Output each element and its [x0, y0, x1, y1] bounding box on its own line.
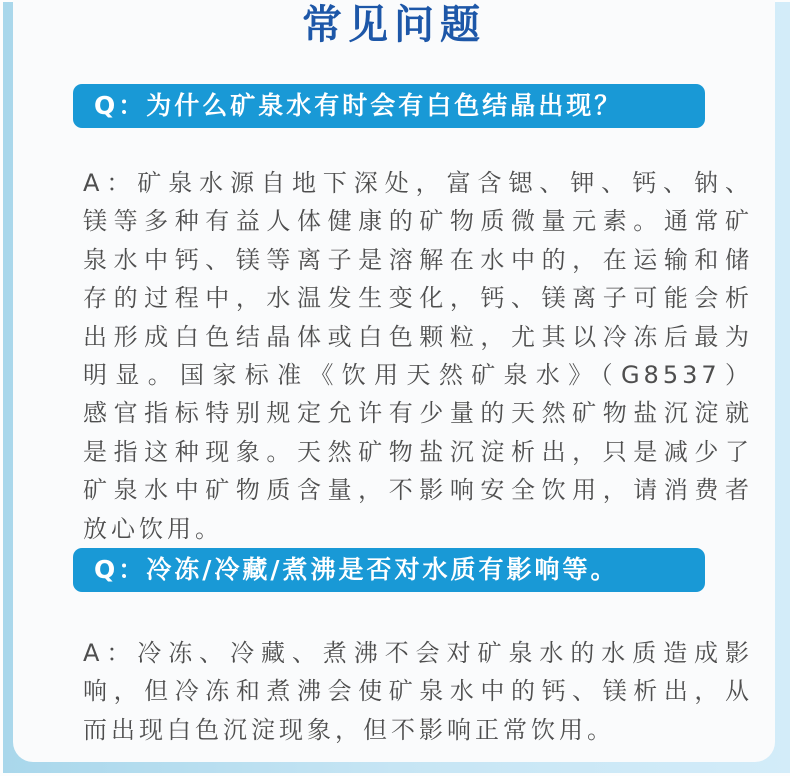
answer-line: 感官指标特别规定允许有少量的天然矿物盐沉淀就 — [83, 399, 753, 428]
answer-line: 存的过程中，水温发生变化，钙、镁离子可能会析 — [83, 284, 753, 313]
answer-line: A：矿泉水源自地下深处，富含锶、钾、钙、钠、 — [83, 169, 753, 197]
answer-line: 矿泉水中矿物质含量，不影响安全饮用，请消费者 — [83, 476, 753, 505]
answer-line: A：冷冻、冷藏、煮沸不会对矿泉水的水质造成影 — [83, 639, 753, 667]
answer-line: 镁等多种有益人体健康的矿物质微量元素。通常矿 — [83, 207, 753, 236]
answer-line: 出形成白色结晶体或白色颗粒，尤其以冷冻后最为 — [83, 322, 753, 351]
answer-line: 响，但冷冻和煮沸会使矿泉水中的钙、镁析出，从 — [83, 677, 753, 706]
answer-paragraph — [83, 634, 753, 749]
question-banner: Q：为什么矿泉水有时会有白色结晶出现？ — [73, 84, 705, 128]
answer-line: 是指这种现象。天然矿物盐沉淀析出，只是减少了 — [83, 437, 753, 466]
page-title: 常见问题 — [302, 2, 486, 48]
answer-paragraph — [83, 164, 753, 548]
question-banner: Q：冷冻/冷藏/煮沸是否对水质有影响等。 — [73, 548, 705, 592]
answer-line: 泉水中钙、镁等离子是溶解在水中的，在运输和储 — [83, 245, 753, 274]
answer-line: 放心饮用。 — [83, 514, 223, 543]
answer-line: 而出现白色沉淀现象，但不影响正常饮用。 — [83, 715, 615, 744]
answer-line: 明显。国家标准《饮用天然矿泉水》（G8537） — [83, 360, 753, 389]
faq-card — [13, 0, 775, 762]
